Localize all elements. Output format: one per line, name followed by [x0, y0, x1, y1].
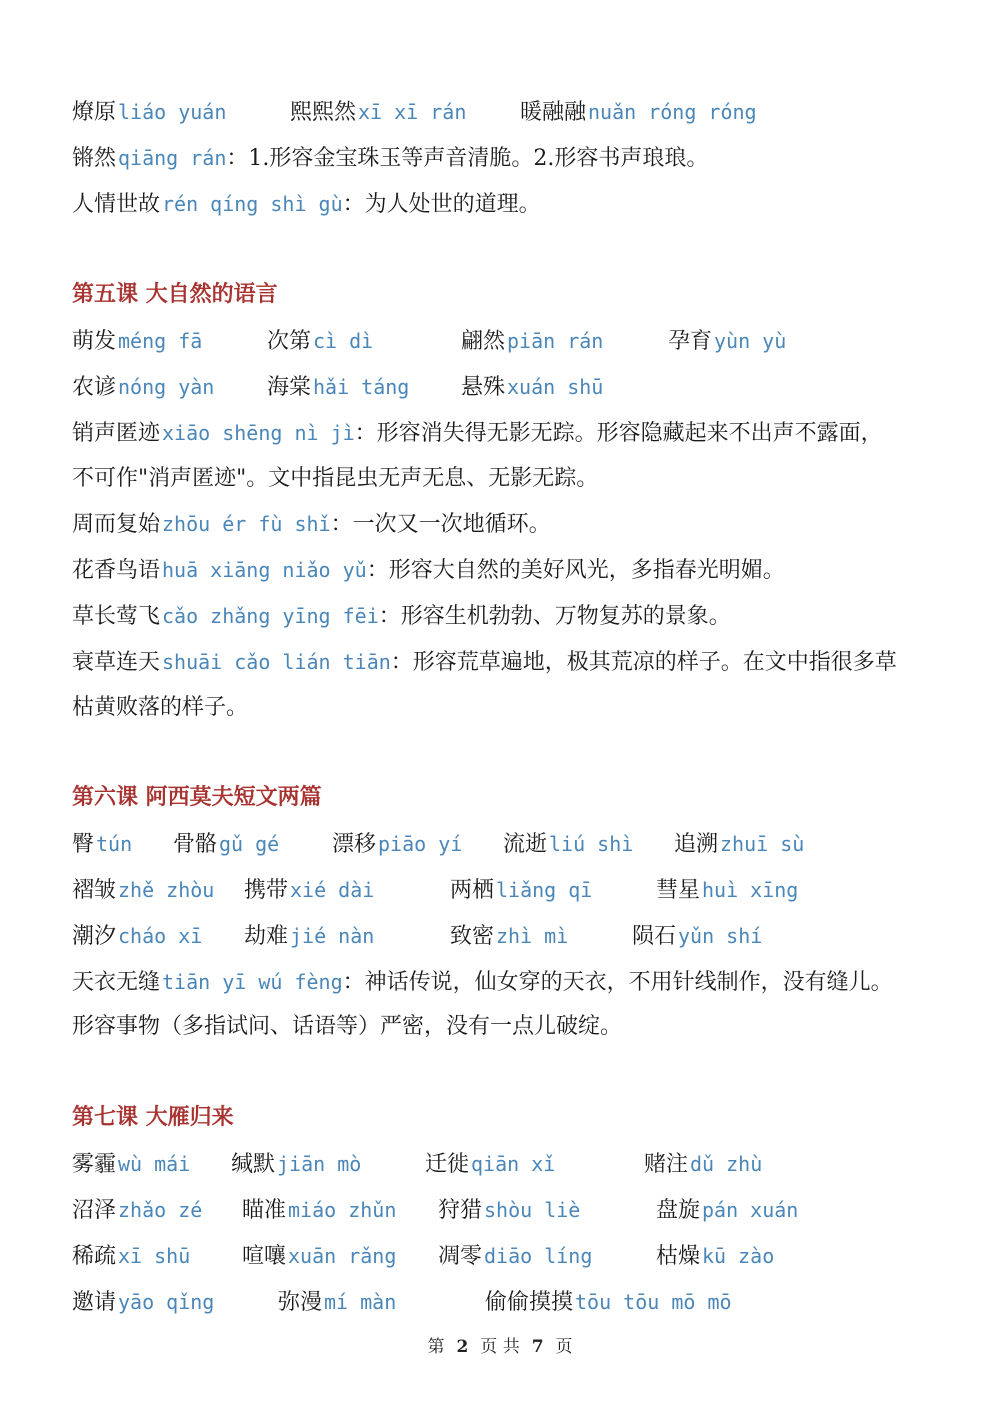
definition-continuation: 不可作"消声匿迹"。文中指昆虫无声无息、无影无踪。 — [72, 466, 599, 491]
definition-continuation: 形容事物（多指试问、话语等）严密，没有一点儿破绽。 — [72, 1014, 623, 1039]
page-total: 7 — [531, 1337, 544, 1357]
vocab-row — [72, 1236, 940, 1276]
definition-line: 锵然 qiāng rán：1.形容金宝珠玉等声音清脆。2.形容书声琅琅。 — [72, 146, 709, 171]
vocab-item: 弥漫 mí màn — [278, 1290, 397, 1315]
vocab-item: 萌发 méng fā — [72, 329, 203, 354]
vocab-row — [72, 824, 940, 864]
vocab-item: 潮汐 cháo xī — [72, 924, 203, 949]
definition-line: 天衣无缝 tiān yī wú fèng：神话传说，仙女穿的天衣，不用针线制作，没有缝儿。 — [72, 970, 893, 995]
vocab-item: 盘旋 pán xuán — [656, 1198, 799, 1223]
vocab-item: 劫难 jié nàn — [244, 924, 375, 949]
vocab-item: 臀 tún — [72, 832, 133, 857]
vocab-item: 喧嚷 xuān rǎng — [242, 1244, 397, 1269]
vocab-item: 凋零 diāo líng — [438, 1244, 593, 1269]
vocab-item: 缄默 jiān mò — [231, 1152, 362, 1177]
definition-line: 衰草连天 shuāi cǎo lián tiān：形容荒草遍地，极其荒凉的样子。在文中指很多草 — [72, 650, 897, 675]
vocab-item: 雾霾 wù mái — [72, 1152, 191, 1177]
page-number: 2 — [456, 1337, 469, 1357]
lesson-heading: 第七课 大雁归来 — [72, 1105, 234, 1130]
vocab-item: 两栖 liǎng qī — [450, 878, 593, 903]
definition-continuation: 枯黄败落的样子。 — [72, 695, 249, 720]
definition-line: 花香鸟语 huā xiāng niǎo yǔ：形容大自然的美好风光，多指春光明媚。 — [72, 558, 785, 583]
vocab-item: 翩然 piān rán — [461, 329, 604, 354]
vocab-item: 农谚 nóng yàn — [72, 375, 215, 400]
vocab-item: 迁徙 qiān xǐ — [425, 1152, 556, 1177]
vocab-row — [72, 1144, 940, 1184]
vocab-item: 瞄准 miáo zhǔn — [242, 1198, 397, 1223]
vocab-row — [72, 367, 940, 407]
vocab-item: 枯燥 kū zào — [656, 1244, 775, 1269]
vocab-item: 赌注 dǔ zhù — [644, 1152, 763, 1177]
vocab-item: 次第 cì dì — [267, 329, 374, 354]
vocab-item: 暖融融 nuǎn róng róng — [520, 100, 757, 125]
vocab-row — [72, 321, 940, 361]
vocab-item: 燎原 liáo yuán — [72, 100, 227, 125]
vocab-item: 携带 xié dài — [244, 878, 375, 903]
vocab-item: 熙熙然 xī xī rán — [290, 100, 467, 125]
vocab-item: 悬殊 xuán shū — [461, 375, 604, 400]
vocab-row — [72, 1190, 940, 1230]
vocab-row — [72, 1282, 940, 1322]
definition-line: 草长莺飞 cǎo zhǎng yīng fēi：形容生机勃勃、万物复苏的景象。 — [72, 604, 731, 629]
vocab-item: 骨骼 gǔ gé — [173, 832, 280, 857]
vocab-item: 褶皱 zhě zhòu — [72, 878, 215, 903]
page-footer: 第 2 页 共 7 页 — [427, 1337, 573, 1357]
lesson-heading: 第五课 大自然的语言 — [72, 282, 278, 307]
vocab-item: 偷偷摸摸 tōu tōu mō mō — [485, 1290, 732, 1315]
lesson-heading: 第六课 阿西莫夫短文两篇 — [72, 785, 322, 810]
definition-line: 销声匿迹 xiāo shēng nì jì：形容消失得无影无踪。形容隐藏起来不出声不露面， — [72, 421, 883, 446]
vocab-row — [72, 870, 940, 910]
vocab-item: 稀疏 xī shū — [72, 1244, 191, 1269]
vocab-item: 陨石 yǔn shí — [632, 924, 763, 949]
vocab-item: 彗星 huì xīng — [656, 878, 799, 903]
vocab-item: 漂移 piāo yí — [332, 832, 463, 857]
vocab-item: 流逝 liú shì — [503, 832, 634, 857]
definition-line: 周而复始 zhōu ér fù shǐ：一次又一次地循环。 — [72, 512, 551, 537]
vocab-item: 孕育 yùn yù — [668, 329, 787, 354]
vocab-item: 邀请 yāo qǐng — [72, 1290, 215, 1315]
vocab-item: 追溯 zhuī sù — [674, 832, 805, 857]
vocab-item: 致密 zhì mì — [450, 924, 569, 949]
vocab-item: 狩猎 shòu liè — [438, 1198, 581, 1223]
vocab-row — [72, 92, 940, 132]
definition-line: 人情世故 rén qíng shì gù：为人处世的道理。 — [72, 192, 541, 217]
vocab-row — [72, 916, 940, 956]
vocab-item: 沼泽 zhǎo zé — [72, 1198, 203, 1223]
vocab-item: 海棠 hǎi táng — [267, 375, 410, 400]
